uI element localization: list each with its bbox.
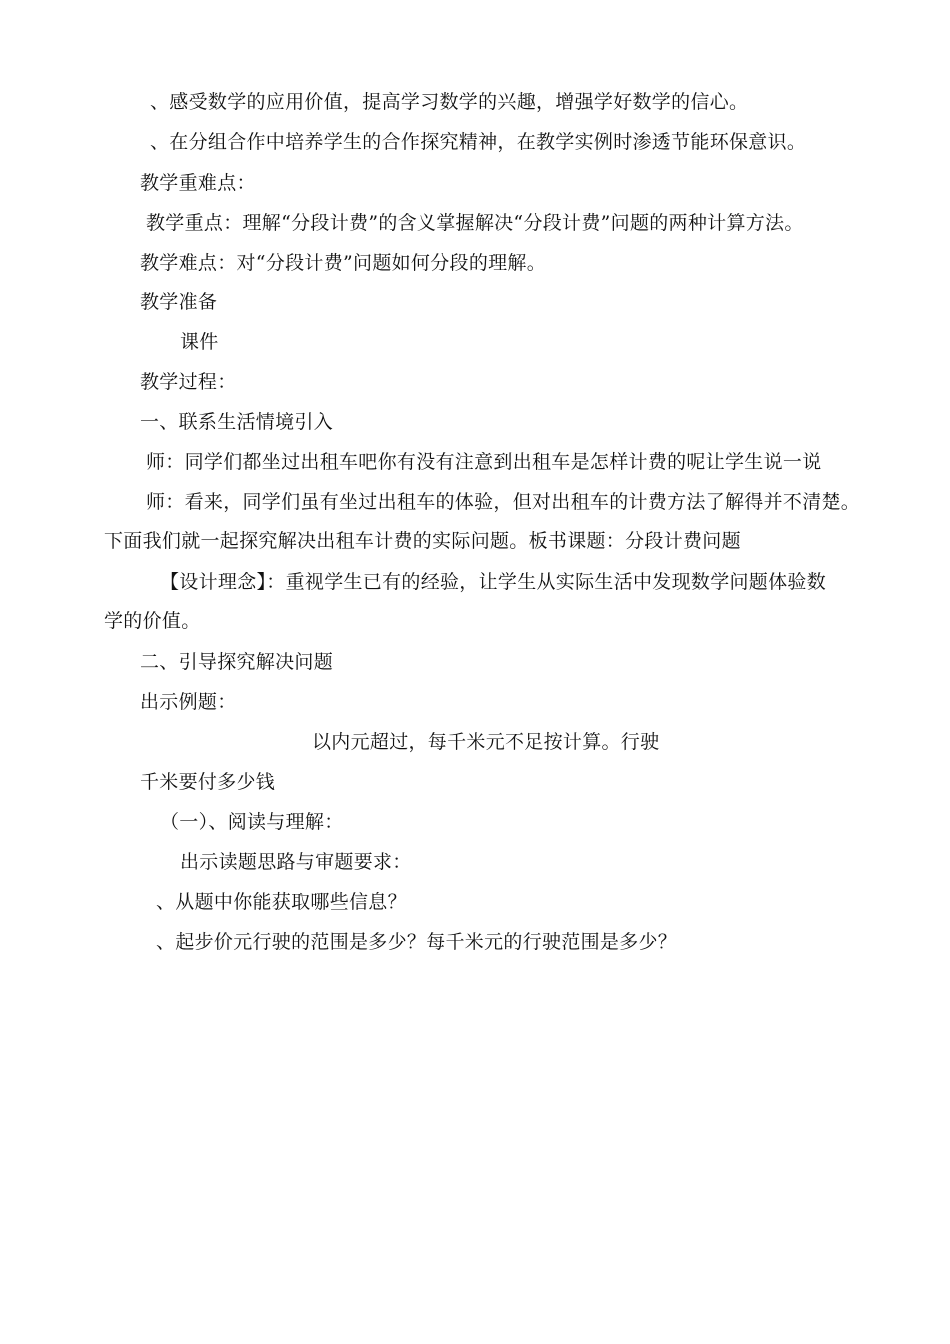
objective-line-1: 、感受数学的应用价值，提高学习数学的兴趣，增强学好数学的信心。 <box>150 91 749 113</box>
key-difficult-heading: 教学重难点： <box>140 172 256 194</box>
question-2: 、起步价元行驶的范围是多少？每千米元的行驶范围是多少？ <box>156 931 678 953</box>
example-label: 出示例题： <box>140 691 237 713</box>
teacher-line-2-cont: 下面我们就一起探究解决出租车计费的实际问题。板书课题：分段计费问题 <box>104 530 741 552</box>
difficult-point-line: 教学难点：对“分段计费”问题如何分段的理解。 <box>140 252 547 274</box>
section-one-heading: 一、联系生活情境引入 <box>140 411 334 433</box>
question-1: 、从题中你能获取哪些信息？ <box>156 891 407 913</box>
design-idea-cont: 学的价值。 <box>104 610 201 632</box>
design-idea-line: 【设计理念】：重视学生已有的经验，让学生从实际生活中发现数学问题体验数 <box>160 571 827 593</box>
section-two-heading: 二、引导探究解决问题 <box>140 651 334 673</box>
example-question: 千米要付多少钱 <box>140 771 276 793</box>
reading-requirement: 出示读题思路与审题要求： <box>180 851 412 873</box>
process-heading: 教学过程： <box>140 371 237 393</box>
subsection-heading: （一）、阅读与理解： <box>160 811 344 833</box>
key-point-line: 教学重点：理解“分段计费”的含义掌握解决“分段计费”问题的两种计算方法。 <box>146 212 804 234</box>
teacher-line-2: 师：看来，同学们虽有坐过出租车的体验，但对出租车的计费方法了解得并不清楚。 <box>146 491 861 513</box>
example-text: 以内元超过，每千米元不足按计算。行驶 <box>312 731 660 753</box>
objective-line-2: 、在分组合作中培养学生的合作探究精神，在教学实例时渗透节能环保意识。 <box>150 131 807 153</box>
preparation-item: 课件 <box>180 331 219 353</box>
teacher-line-1: 师：同学们都坐过出租车吧你有没有注意到出租车是怎样计费的呢让学生说一说 <box>146 451 822 473</box>
preparation-heading: 教学准备 <box>140 291 218 313</box>
